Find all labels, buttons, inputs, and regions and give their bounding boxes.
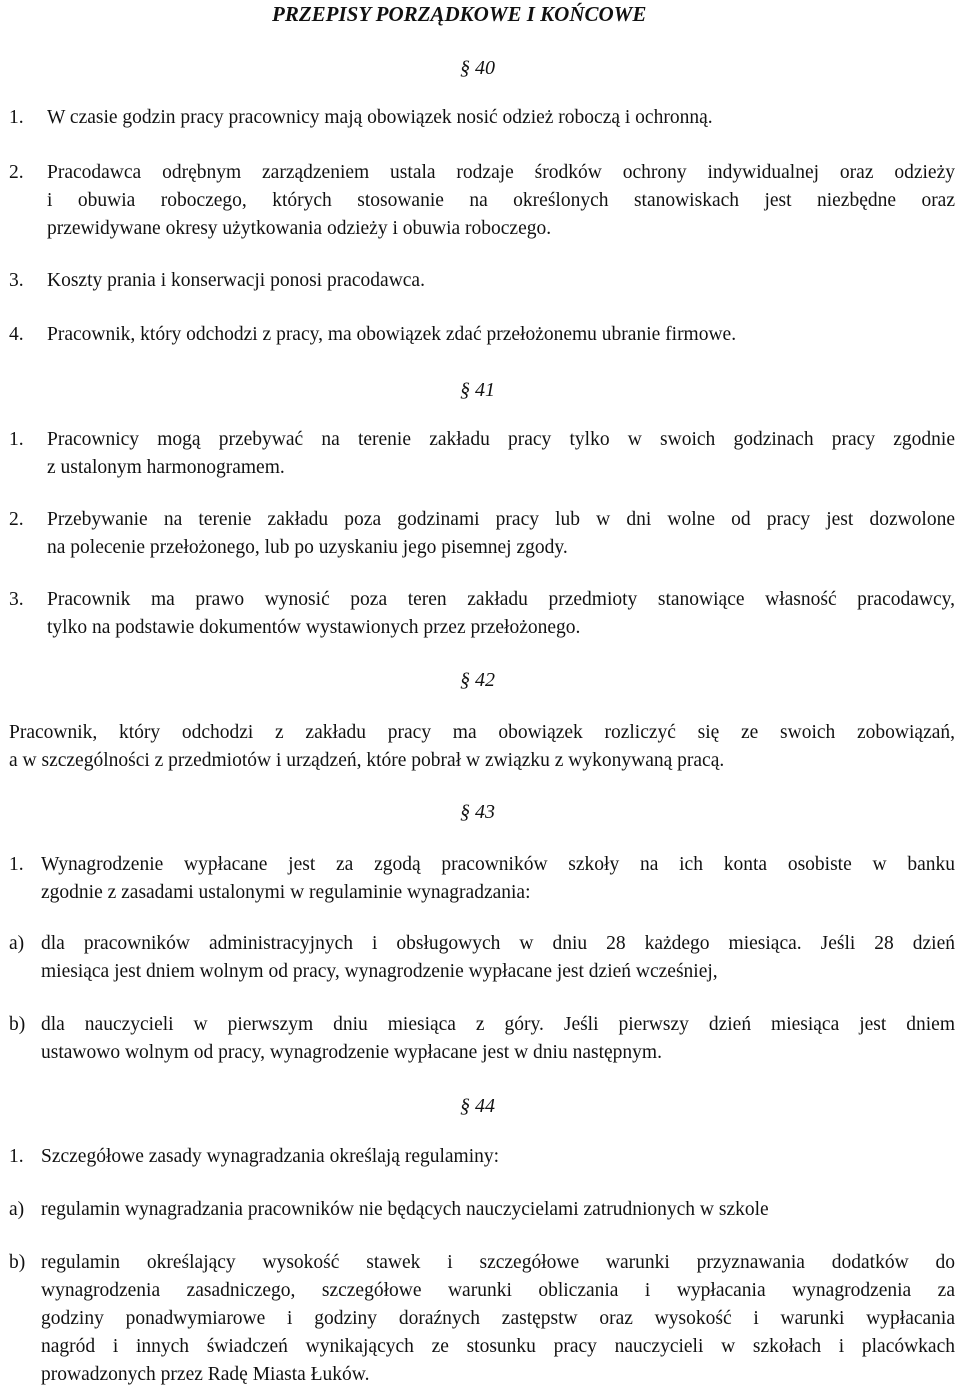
s40-item-2-number: 2.	[9, 162, 24, 183]
s43-item-1-number: 1.	[9, 854, 24, 875]
s41-item-3-text: Pracownik ma prawo wynosić poza teren zakładu przedmioty stanowiące własność pracodawcy, tylko na podstawie dokumentów wystawionych przez przełożonego.	[47, 589, 955, 638]
s40-item-4-number: 4.	[9, 324, 24, 345]
s44-item-1-text: Szczegółowe zasady wynagradzania określają regulaminy:	[41, 1146, 500, 1167]
s40-item-3-number: 3.	[9, 270, 24, 291]
s41-item-1-text: Pracownicy mogą przebywać na terenie zakładu pracy tylko w swoich godzinach pracy zgodnie z ustalonym harmonogramem.	[47, 429, 955, 478]
s44-item-a-number: a)	[9, 1199, 25, 1220]
s41-item-1-number: 1.	[9, 429, 24, 450]
section-41-title: § 41	[460, 379, 495, 401]
section-40-title: § 40	[460, 57, 495, 79]
s43-item-1-text: Wynagrodzenie wypłacane jest za zgodą pracowników szkoły na ich konta osobiste w banku zgodnie z zasadami ustalonymi w regulaminie wynagradzania:	[41, 854, 955, 903]
s40-item-4-text: Pracownik, który odchodzi z pracy, ma obowiązek zdać przełożonemu ubranie firmowe.	[47, 324, 737, 345]
s44-item-b-number: b)	[9, 1252, 26, 1273]
s42-text: Pracownik, który odchodzi z zakładu pracy ma obowiązek rozliczyć się ze swoich zobowiązań, a w szczególności z przedmiotów i urządzeń, które pobrał w związku z wykonywaną pracą.	[9, 722, 955, 771]
s43-item-b-number: b)	[9, 1014, 26, 1035]
s41-item-2-text: Przebywanie na terenie zakładu poza godzinami pracy lub w dni wolne od pracy jest dozwolone na polecenie przełożonego, lub po uzyskaniu jego pisemnej zgody.	[47, 509, 955, 558]
s44-item-a-text: regulamin wynagradzania pracowników nie będących nauczycielami zatrudnionych w szkole	[41, 1199, 769, 1220]
s41-item-3-number: 3.	[9, 589, 24, 610]
section-43-title: § 43	[460, 801, 495, 823]
s40-item-1-number: 1.	[9, 107, 24, 128]
s43-item-a-text: dla pracowników administracyjnych i obsługowych w dniu 28 każdego miesiąca. Jeśli 28 dzień miesiąca jest dniem wolnym od pracy, wynagrodzenie wypłacane jest dzień wcześniej,	[41, 933, 955, 982]
s43-item-a-number: a)	[9, 933, 25, 954]
s43-item-b-text: dla nauczycieli w pierwszym dniu miesiąca z góry. Jeśli pierwszy dzień miesiąca jest dniem ustawowo wolnym od pracy, wynagrodzenie wypłacane jest w dniu następnym.	[41, 1014, 955, 1063]
s44-item-1-number: 1.	[9, 1146, 24, 1167]
s40-item-2-text: Pracodawca odrębnym zarządzeniem ustala rodzaje środków ochrony indywidualnej oraz odzieży i obuwia roboczego, których stosowanie na określonych stanowiskach jest niezbędne oraz przewidywane okresy użytkowania odzieży i obuwia roboczego.	[47, 162, 955, 239]
section-44-title: § 44	[460, 1095, 495, 1117]
s41-item-2-number: 2.	[9, 509, 24, 530]
s40-item-1-text: W czasie godzin pracy pracownicy mają obowiązek nosić odzież roboczą i ochronną.	[47, 107, 713, 128]
s40-item-3-text: Koszty prania i konserwacji ponosi pracodawca.	[47, 270, 425, 291]
s44-item-b-text: regulamin określający wysokość stawek i szczegółowe warunki przyznawania dodatków do wynagrodzenia zasadniczego, szczegółowe warunki obliczania i wypłacania wynagrodzenia za godziny ponadwymiarowe i godziny doraźnych zastępstw oraz wysokość i warunki wypłacania nagród i innych świadczeń wynikających ze stosunku pracy nauczycieli w szkołach i placówkach prowadzonych przez Radę Miasta Łuków.	[41, 1252, 955, 1385]
section-42-title: § 42	[460, 669, 495, 691]
page-heading: PRZEPISY PORZĄDKOWE I KOŃCOWE	[272, 2, 647, 26]
